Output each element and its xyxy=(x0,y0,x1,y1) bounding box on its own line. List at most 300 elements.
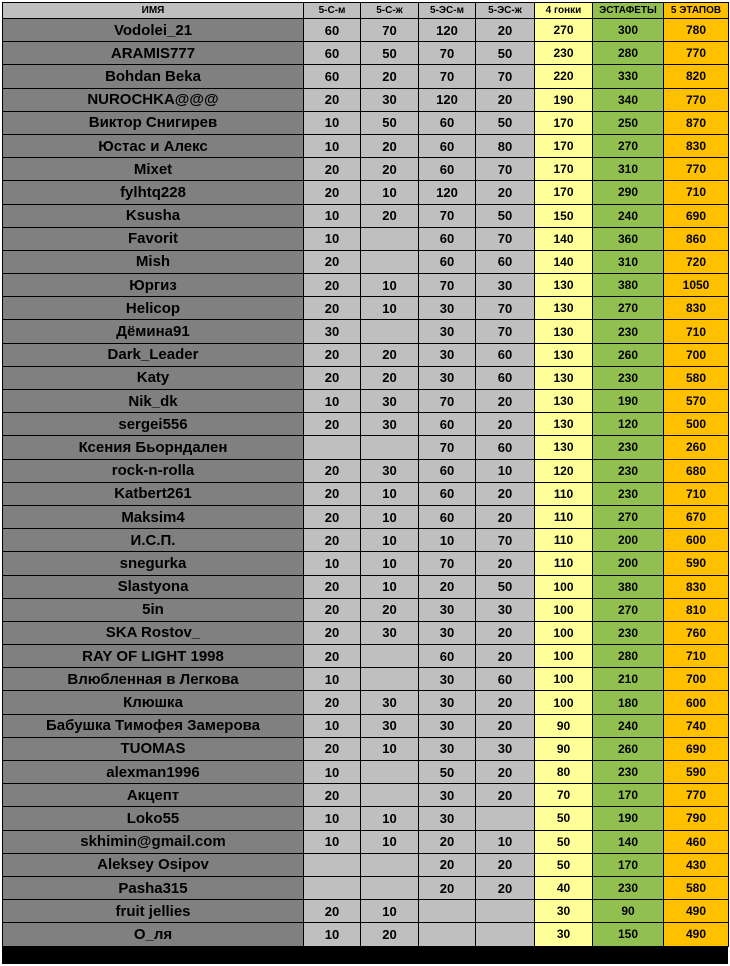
score-5s-women-cell[interactable] xyxy=(361,320,419,343)
relays-total-cell[interactable]: 230 xyxy=(593,436,664,459)
score-5es-men-cell[interactable]: 20 xyxy=(419,575,476,598)
races-total-cell[interactable]: 110 xyxy=(535,552,593,575)
score-5s-women-cell[interactable]: 20 xyxy=(361,598,419,621)
score-5s-women-cell[interactable]: 10 xyxy=(361,181,419,204)
score-5s-women-cell[interactable] xyxy=(361,668,419,691)
score-5es-men-cell[interactable]: 60 xyxy=(419,134,476,157)
score-5s-women-cell[interactable]: 10 xyxy=(361,482,419,505)
score-5s-men-cell[interactable]: 20 xyxy=(304,181,361,204)
relays-total-cell[interactable]: 240 xyxy=(593,204,664,227)
score-5es-women-cell[interactable]: 60 xyxy=(476,668,535,691)
score-5s-men-cell[interactable]: 10 xyxy=(304,807,361,830)
score-5s-women-cell[interactable]: 30 xyxy=(361,88,419,111)
overall-total-cell[interactable]: 690 xyxy=(664,737,729,760)
score-5es-women-cell[interactable]: 70 xyxy=(476,227,535,250)
player-name-cell[interactable]: Mixet xyxy=(3,158,304,181)
player-name-cell[interactable]: fruit jellies xyxy=(3,900,304,923)
overall-total-cell[interactable]: 770 xyxy=(664,158,729,181)
races-total-cell[interactable]: 170 xyxy=(535,134,593,157)
score-5es-men-cell[interactable]: 30 xyxy=(419,784,476,807)
score-5s-men-cell[interactable]: 20 xyxy=(304,505,361,528)
relays-total-cell[interactable]: 90 xyxy=(593,900,664,923)
score-5s-women-cell[interactable]: 70 xyxy=(361,19,419,42)
score-5s-men-cell[interactable]: 60 xyxy=(304,42,361,65)
races-total-cell[interactable]: 130 xyxy=(535,390,593,413)
score-5es-men-cell[interactable]: 60 xyxy=(419,158,476,181)
relays-total-cell[interactable]: 210 xyxy=(593,668,664,691)
overall-total-cell[interactable]: 710 xyxy=(664,320,729,343)
score-5s-men-cell[interactable]: 10 xyxy=(304,761,361,784)
score-5s-women-cell[interactable] xyxy=(361,250,419,273)
relays-total-cell[interactable]: 280 xyxy=(593,645,664,668)
races-total-cell[interactable]: 130 xyxy=(535,436,593,459)
score-5s-men-cell[interactable]: 60 xyxy=(304,19,361,42)
races-total-cell[interactable]: 130 xyxy=(535,274,593,297)
score-5s-women-cell[interactable]: 50 xyxy=(361,111,419,134)
overall-total-cell[interactable]: 490 xyxy=(664,900,729,923)
score-5s-men-cell[interactable] xyxy=(304,853,361,876)
score-5es-women-cell[interactable]: 20 xyxy=(476,482,535,505)
relays-total-cell[interactable]: 380 xyxy=(593,274,664,297)
score-5es-women-cell[interactable] xyxy=(476,900,535,923)
overall-total-cell[interactable]: 570 xyxy=(664,390,729,413)
score-5es-men-cell[interactable]: 10 xyxy=(419,529,476,552)
score-5es-men-cell[interactable]: 50 xyxy=(419,761,476,784)
races-total-cell[interactable]: 100 xyxy=(535,645,593,668)
score-5es-women-cell[interactable]: 70 xyxy=(476,297,535,320)
overall-total-cell[interactable]: 770 xyxy=(664,784,729,807)
player-name-cell[interactable]: Dark_Leader xyxy=(3,343,304,366)
score-5s-men-cell[interactable]: 20 xyxy=(304,366,361,389)
player-name-cell[interactable]: Бабушка Тимофея Замерова xyxy=(3,714,304,737)
relays-total-cell[interactable]: 180 xyxy=(593,691,664,714)
player-name-cell[interactable]: Vodolei_21 xyxy=(3,19,304,42)
score-5es-men-cell[interactable]: 70 xyxy=(419,552,476,575)
races-total-cell[interactable]: 50 xyxy=(535,830,593,853)
overall-total-cell[interactable]: 710 xyxy=(664,181,729,204)
score-5es-women-cell[interactable] xyxy=(476,923,535,946)
races-total-cell[interactable]: 150 xyxy=(535,204,593,227)
races-total-cell[interactable]: 100 xyxy=(535,668,593,691)
overall-total-cell[interactable]: 690 xyxy=(664,204,729,227)
column-header-relays[interactable]: ЭСТАФЕТЫ xyxy=(593,3,664,19)
overall-total-cell[interactable]: 700 xyxy=(664,668,729,691)
score-5s-men-cell[interactable]: 10 xyxy=(304,552,361,575)
score-5es-men-cell[interactable]: 120 xyxy=(419,181,476,204)
player-name-cell[interactable]: Katbert261 xyxy=(3,482,304,505)
score-5s-men-cell[interactable]: 20 xyxy=(304,413,361,436)
score-5es-women-cell[interactable]: 60 xyxy=(476,366,535,389)
score-5es-men-cell[interactable] xyxy=(419,900,476,923)
overall-total-cell[interactable]: 260 xyxy=(664,436,729,459)
relays-total-cell[interactable]: 270 xyxy=(593,505,664,528)
player-name-cell[interactable]: Favorit xyxy=(3,227,304,250)
score-5s-women-cell[interactable]: 10 xyxy=(361,274,419,297)
score-5es-women-cell[interactable]: 30 xyxy=(476,598,535,621)
player-name-cell[interactable]: RAY OF LIGHT 1998 xyxy=(3,645,304,668)
score-5es-women-cell[interactable]: 70 xyxy=(476,65,535,88)
score-5es-men-cell[interactable]: 30 xyxy=(419,297,476,320)
score-5s-women-cell[interactable]: 20 xyxy=(361,204,419,227)
overall-total-cell[interactable]: 820 xyxy=(664,65,729,88)
score-5s-women-cell[interactable]: 20 xyxy=(361,158,419,181)
relays-total-cell[interactable]: 190 xyxy=(593,390,664,413)
score-5s-women-cell[interactable]: 20 xyxy=(361,366,419,389)
races-total-cell[interactable]: 170 xyxy=(535,111,593,134)
column-header-total[interactable]: 5 ЭТАПОВ xyxy=(664,3,729,19)
column-header-5es-women[interactable]: 5-ЭС-ж xyxy=(476,3,535,19)
relays-total-cell[interactable]: 260 xyxy=(593,343,664,366)
score-5es-men-cell[interactable]: 30 xyxy=(419,807,476,830)
score-5s-men-cell[interactable]: 10 xyxy=(304,714,361,737)
score-5s-men-cell[interactable]: 60 xyxy=(304,65,361,88)
score-5es-men-cell[interactable]: 70 xyxy=(419,390,476,413)
races-total-cell[interactable]: 100 xyxy=(535,598,593,621)
score-5es-women-cell[interactable]: 30 xyxy=(476,737,535,760)
score-5es-women-cell[interactable]: 20 xyxy=(476,784,535,807)
overall-total-cell[interactable]: 490 xyxy=(664,923,729,946)
score-5s-women-cell[interactable]: 10 xyxy=(361,552,419,575)
score-5s-women-cell[interactable]: 30 xyxy=(361,390,419,413)
score-5es-women-cell[interactable]: 20 xyxy=(476,853,535,876)
player-name-cell[interactable]: Slastyona xyxy=(3,575,304,598)
player-name-cell[interactable]: snegurka xyxy=(3,552,304,575)
score-5es-women-cell[interactable]: 30 xyxy=(476,274,535,297)
score-5es-men-cell[interactable]: 60 xyxy=(419,413,476,436)
overall-total-cell[interactable]: 860 xyxy=(664,227,729,250)
overall-total-cell[interactable]: 1050 xyxy=(664,274,729,297)
score-5s-men-cell[interactable]: 20 xyxy=(304,900,361,923)
relays-total-cell[interactable]: 330 xyxy=(593,65,664,88)
score-5es-women-cell[interactable]: 50 xyxy=(476,575,535,598)
score-5s-men-cell[interactable]: 20 xyxy=(304,158,361,181)
score-5es-men-cell[interactable]: 30 xyxy=(419,668,476,691)
relays-total-cell[interactable]: 230 xyxy=(593,366,664,389)
score-5s-men-cell[interactable]: 10 xyxy=(304,390,361,413)
score-5es-men-cell[interactable]: 20 xyxy=(419,830,476,853)
score-5s-men-cell[interactable]: 20 xyxy=(304,621,361,644)
races-total-cell[interactable]: 50 xyxy=(535,807,593,830)
score-5es-men-cell[interactable]: 30 xyxy=(419,737,476,760)
score-5es-men-cell[interactable]: 30 xyxy=(419,691,476,714)
overall-total-cell[interactable]: 680 xyxy=(664,459,729,482)
score-5s-men-cell[interactable]: 20 xyxy=(304,737,361,760)
player-name-cell[interactable]: Юстас и Алекс xyxy=(3,134,304,157)
races-total-cell[interactable]: 220 xyxy=(535,65,593,88)
score-5es-men-cell[interactable]: 70 xyxy=(419,65,476,88)
score-5s-men-cell[interactable]: 10 xyxy=(304,830,361,853)
player-name-cell[interactable]: Katy xyxy=(3,366,304,389)
score-5s-men-cell[interactable]: 20 xyxy=(304,88,361,111)
overall-total-cell[interactable]: 460 xyxy=(664,830,729,853)
score-5s-women-cell[interactable]: 30 xyxy=(361,459,419,482)
player-name-cell[interactable]: Pasha315 xyxy=(3,876,304,899)
player-name-cell[interactable]: Loko55 xyxy=(3,807,304,830)
relays-total-cell[interactable]: 230 xyxy=(593,482,664,505)
relays-total-cell[interactable]: 300 xyxy=(593,19,664,42)
score-5es-women-cell[interactable]: 60 xyxy=(476,436,535,459)
overall-total-cell[interactable]: 870 xyxy=(664,111,729,134)
score-5es-men-cell[interactable]: 20 xyxy=(419,853,476,876)
score-5es-men-cell[interactable]: 60 xyxy=(419,227,476,250)
score-5es-women-cell[interactable]: 20 xyxy=(476,876,535,899)
races-total-cell[interactable]: 40 xyxy=(535,876,593,899)
player-name-cell[interactable]: И.С.П. xyxy=(3,529,304,552)
score-5es-men-cell[interactable]: 30 xyxy=(419,343,476,366)
score-5s-women-cell[interactable] xyxy=(361,853,419,876)
races-total-cell[interactable]: 110 xyxy=(535,505,593,528)
score-5s-men-cell[interactable]: 20 xyxy=(304,529,361,552)
score-5es-women-cell[interactable]: 10 xyxy=(476,459,535,482)
score-5es-women-cell[interactable]: 50 xyxy=(476,204,535,227)
races-total-cell[interactable]: 100 xyxy=(535,575,593,598)
races-total-cell[interactable]: 130 xyxy=(535,343,593,366)
overall-total-cell[interactable]: 760 xyxy=(664,621,729,644)
races-total-cell[interactable]: 80 xyxy=(535,761,593,784)
player-name-cell[interactable]: О_ля xyxy=(3,923,304,946)
player-name-cell[interactable]: skhimin@gmail.com xyxy=(3,830,304,853)
relays-total-cell[interactable]: 240 xyxy=(593,714,664,737)
overall-total-cell[interactable]: 830 xyxy=(664,134,729,157)
score-5s-men-cell[interactable]: 10 xyxy=(304,227,361,250)
column-header-5s-women[interactable]: 5-С-ж xyxy=(361,3,419,19)
score-5s-women-cell[interactable]: 30 xyxy=(361,714,419,737)
score-5s-women-cell[interactable]: 50 xyxy=(361,42,419,65)
score-5es-men-cell[interactable]: 60 xyxy=(419,482,476,505)
relays-total-cell[interactable]: 150 xyxy=(593,923,664,946)
player-name-cell[interactable]: Nik_dk xyxy=(3,390,304,413)
overall-total-cell[interactable]: 770 xyxy=(664,88,729,111)
score-5es-women-cell[interactable]: 70 xyxy=(476,529,535,552)
score-5s-women-cell[interactable] xyxy=(361,645,419,668)
score-5es-men-cell[interactable]: 30 xyxy=(419,598,476,621)
races-total-cell[interactable]: 170 xyxy=(535,181,593,204)
player-name-cell[interactable]: sergei556 xyxy=(3,413,304,436)
player-name-cell[interactable]: ARAMIS777 xyxy=(3,42,304,65)
score-5s-men-cell[interactable]: 20 xyxy=(304,459,361,482)
relays-total-cell[interactable]: 260 xyxy=(593,737,664,760)
relays-total-cell[interactable]: 230 xyxy=(593,761,664,784)
score-5s-women-cell[interactable]: 20 xyxy=(361,343,419,366)
relays-total-cell[interactable]: 340 xyxy=(593,88,664,111)
relays-total-cell[interactable]: 270 xyxy=(593,134,664,157)
column-header-5es-men[interactable]: 5-ЭС-м xyxy=(419,3,476,19)
races-total-cell[interactable]: 130 xyxy=(535,366,593,389)
player-name-cell[interactable]: Helicop xyxy=(3,297,304,320)
races-total-cell[interactable]: 130 xyxy=(535,320,593,343)
score-5s-women-cell[interactable] xyxy=(361,436,419,459)
score-5s-women-cell[interactable]: 30 xyxy=(361,413,419,436)
score-5s-women-cell[interactable]: 20 xyxy=(361,923,419,946)
overall-total-cell[interactable]: 710 xyxy=(664,482,729,505)
score-5s-men-cell[interactable] xyxy=(304,436,361,459)
score-5s-men-cell[interactable]: 20 xyxy=(304,645,361,668)
player-name-cell[interactable]: Клюшка xyxy=(3,691,304,714)
races-total-cell[interactable]: 50 xyxy=(535,853,593,876)
races-total-cell[interactable]: 140 xyxy=(535,250,593,273)
score-5s-women-cell[interactable]: 30 xyxy=(361,621,419,644)
score-5es-women-cell[interactable]: 20 xyxy=(476,413,535,436)
overall-total-cell[interactable]: 720 xyxy=(664,250,729,273)
score-5s-men-cell[interactable]: 20 xyxy=(304,250,361,273)
overall-total-cell[interactable]: 590 xyxy=(664,552,729,575)
races-total-cell[interactable]: 140 xyxy=(535,227,593,250)
column-header-races[interactable]: 4 гонки xyxy=(535,3,593,19)
relays-total-cell[interactable]: 310 xyxy=(593,250,664,273)
score-5es-women-cell[interactable] xyxy=(476,807,535,830)
relays-total-cell[interactable]: 270 xyxy=(593,598,664,621)
score-5es-men-cell[interactable]: 70 xyxy=(419,204,476,227)
score-5es-women-cell[interactable]: 20 xyxy=(476,19,535,42)
relays-total-cell[interactable]: 230 xyxy=(593,459,664,482)
races-total-cell[interactable]: 30 xyxy=(535,900,593,923)
score-5es-men-cell[interactable]: 20 xyxy=(419,876,476,899)
relays-total-cell[interactable]: 280 xyxy=(593,42,664,65)
score-5s-women-cell[interactable]: 20 xyxy=(361,134,419,157)
score-5es-women-cell[interactable]: 20 xyxy=(476,645,535,668)
overall-total-cell[interactable]: 790 xyxy=(664,807,729,830)
player-name-cell[interactable]: rock-n-rolla xyxy=(3,459,304,482)
overall-total-cell[interactable]: 770 xyxy=(664,42,729,65)
score-5es-women-cell[interactable]: 80 xyxy=(476,134,535,157)
score-5es-women-cell[interactable]: 50 xyxy=(476,42,535,65)
overall-total-cell[interactable]: 580 xyxy=(664,876,729,899)
races-total-cell[interactable]: 190 xyxy=(535,88,593,111)
overall-total-cell[interactable]: 600 xyxy=(664,529,729,552)
races-total-cell[interactable]: 110 xyxy=(535,482,593,505)
score-5s-men-cell[interactable]: 20 xyxy=(304,598,361,621)
score-5s-women-cell[interactable]: 10 xyxy=(361,505,419,528)
score-5s-women-cell[interactable]: 10 xyxy=(361,529,419,552)
score-5s-men-cell[interactable] xyxy=(304,876,361,899)
score-5s-women-cell[interactable]: 30 xyxy=(361,691,419,714)
score-5es-women-cell[interactable]: 20 xyxy=(476,552,535,575)
player-name-cell[interactable]: SKA Rostov_ xyxy=(3,621,304,644)
races-total-cell[interactable]: 270 xyxy=(535,19,593,42)
score-5s-men-cell[interactable]: 10 xyxy=(304,111,361,134)
score-5s-women-cell[interactable]: 10 xyxy=(361,807,419,830)
score-5s-women-cell[interactable]: 10 xyxy=(361,830,419,853)
player-name-cell[interactable]: TUOMAS xyxy=(3,737,304,760)
score-5es-women-cell[interactable]: 50 xyxy=(476,111,535,134)
player-name-cell[interactable]: Виктор Снигирев xyxy=(3,111,304,134)
races-total-cell[interactable]: 90 xyxy=(535,714,593,737)
score-5s-men-cell[interactable]: 10 xyxy=(304,668,361,691)
races-total-cell[interactable]: 70 xyxy=(535,784,593,807)
overall-total-cell[interactable]: 670 xyxy=(664,505,729,528)
score-5es-men-cell[interactable] xyxy=(419,923,476,946)
score-5es-women-cell[interactable]: 20 xyxy=(476,761,535,784)
relays-total-cell[interactable]: 230 xyxy=(593,876,664,899)
score-5es-women-cell[interactable]: 70 xyxy=(476,158,535,181)
column-header-5s-men[interactable]: 5-С-м xyxy=(304,3,361,19)
relays-total-cell[interactable]: 190 xyxy=(593,807,664,830)
player-name-cell[interactable]: Ksusha xyxy=(3,204,304,227)
score-5s-men-cell[interactable]: 10 xyxy=(304,204,361,227)
score-5es-men-cell[interactable]: 30 xyxy=(419,621,476,644)
overall-total-cell[interactable]: 830 xyxy=(664,575,729,598)
player-name-cell[interactable]: Ксения Бьорндален xyxy=(3,436,304,459)
relays-total-cell[interactable]: 170 xyxy=(593,853,664,876)
score-5s-men-cell[interactable]: 10 xyxy=(304,923,361,946)
score-5es-men-cell[interactable]: 30 xyxy=(419,714,476,737)
player-name-cell[interactable]: Mish xyxy=(3,250,304,273)
races-total-cell[interactable]: 30 xyxy=(535,923,593,946)
score-5s-women-cell[interactable]: 20 xyxy=(361,65,419,88)
player-name-cell[interactable]: alexman1996 xyxy=(3,761,304,784)
score-5s-men-cell[interactable]: 20 xyxy=(304,274,361,297)
relays-total-cell[interactable]: 290 xyxy=(593,181,664,204)
relays-total-cell[interactable]: 120 xyxy=(593,413,664,436)
score-5es-women-cell[interactable]: 10 xyxy=(476,830,535,853)
column-header-name[interactable]: ИМЯ xyxy=(3,3,304,19)
overall-total-cell[interactable]: 780 xyxy=(664,19,729,42)
races-total-cell[interactable]: 130 xyxy=(535,413,593,436)
score-5es-men-cell[interactable]: 60 xyxy=(419,111,476,134)
score-5s-men-cell[interactable]: 10 xyxy=(304,134,361,157)
player-name-cell[interactable]: fylhtq228 xyxy=(3,181,304,204)
score-5es-women-cell[interactable]: 20 xyxy=(476,181,535,204)
overall-total-cell[interactable]: 500 xyxy=(664,413,729,436)
score-5s-women-cell[interactable]: 10 xyxy=(361,575,419,598)
score-5es-women-cell[interactable]: 70 xyxy=(476,320,535,343)
relays-total-cell[interactable]: 200 xyxy=(593,552,664,575)
races-total-cell[interactable]: 120 xyxy=(535,459,593,482)
relays-total-cell[interactable]: 140 xyxy=(593,830,664,853)
score-5es-men-cell[interactable]: 70 xyxy=(419,436,476,459)
relays-total-cell[interactable]: 230 xyxy=(593,621,664,644)
score-5es-men-cell[interactable]: 60 xyxy=(419,459,476,482)
score-5es-men-cell[interactable]: 70 xyxy=(419,274,476,297)
races-total-cell[interactable]: 130 xyxy=(535,297,593,320)
overall-total-cell[interactable]: 830 xyxy=(664,297,729,320)
overall-total-cell[interactable]: 740 xyxy=(664,714,729,737)
races-total-cell[interactable]: 90 xyxy=(535,737,593,760)
player-name-cell[interactable]: Дёмина91 xyxy=(3,320,304,343)
score-5es-men-cell[interactable]: 120 xyxy=(419,88,476,111)
overall-total-cell[interactable]: 600 xyxy=(664,691,729,714)
score-5es-men-cell[interactable]: 60 xyxy=(419,505,476,528)
score-5es-women-cell[interactable]: 20 xyxy=(476,714,535,737)
score-5s-men-cell[interactable]: 20 xyxy=(304,297,361,320)
overall-total-cell[interactable]: 590 xyxy=(664,761,729,784)
relays-total-cell[interactable]: 250 xyxy=(593,111,664,134)
overall-total-cell[interactable]: 430 xyxy=(664,853,729,876)
score-5es-women-cell[interactable]: 20 xyxy=(476,621,535,644)
overall-total-cell[interactable]: 810 xyxy=(664,598,729,621)
overall-total-cell[interactable]: 580 xyxy=(664,366,729,389)
score-5es-men-cell[interactable]: 30 xyxy=(419,320,476,343)
player-name-cell[interactable]: Maksim4 xyxy=(3,505,304,528)
player-name-cell[interactable]: 5in xyxy=(3,598,304,621)
score-5es-women-cell[interactable]: 20 xyxy=(476,505,535,528)
score-5s-women-cell[interactable]: 10 xyxy=(361,297,419,320)
races-total-cell[interactable]: 100 xyxy=(535,621,593,644)
player-name-cell[interactable]: Влюбленная в Легкова xyxy=(3,668,304,691)
score-5s-men-cell[interactable]: 20 xyxy=(304,482,361,505)
score-5es-men-cell[interactable]: 120 xyxy=(419,19,476,42)
score-5s-women-cell[interactable] xyxy=(361,761,419,784)
relays-total-cell[interactable]: 230 xyxy=(593,320,664,343)
races-total-cell[interactable]: 230 xyxy=(535,42,593,65)
player-name-cell[interactable]: NUROCHKA@@@ xyxy=(3,88,304,111)
races-total-cell[interactable]: 110 xyxy=(535,529,593,552)
player-name-cell[interactable]: Юргиз xyxy=(3,274,304,297)
races-total-cell[interactable]: 170 xyxy=(535,158,593,181)
score-5s-women-cell[interactable]: 10 xyxy=(361,900,419,923)
overall-total-cell[interactable]: 700 xyxy=(664,343,729,366)
score-5es-women-cell[interactable]: 20 xyxy=(476,88,535,111)
